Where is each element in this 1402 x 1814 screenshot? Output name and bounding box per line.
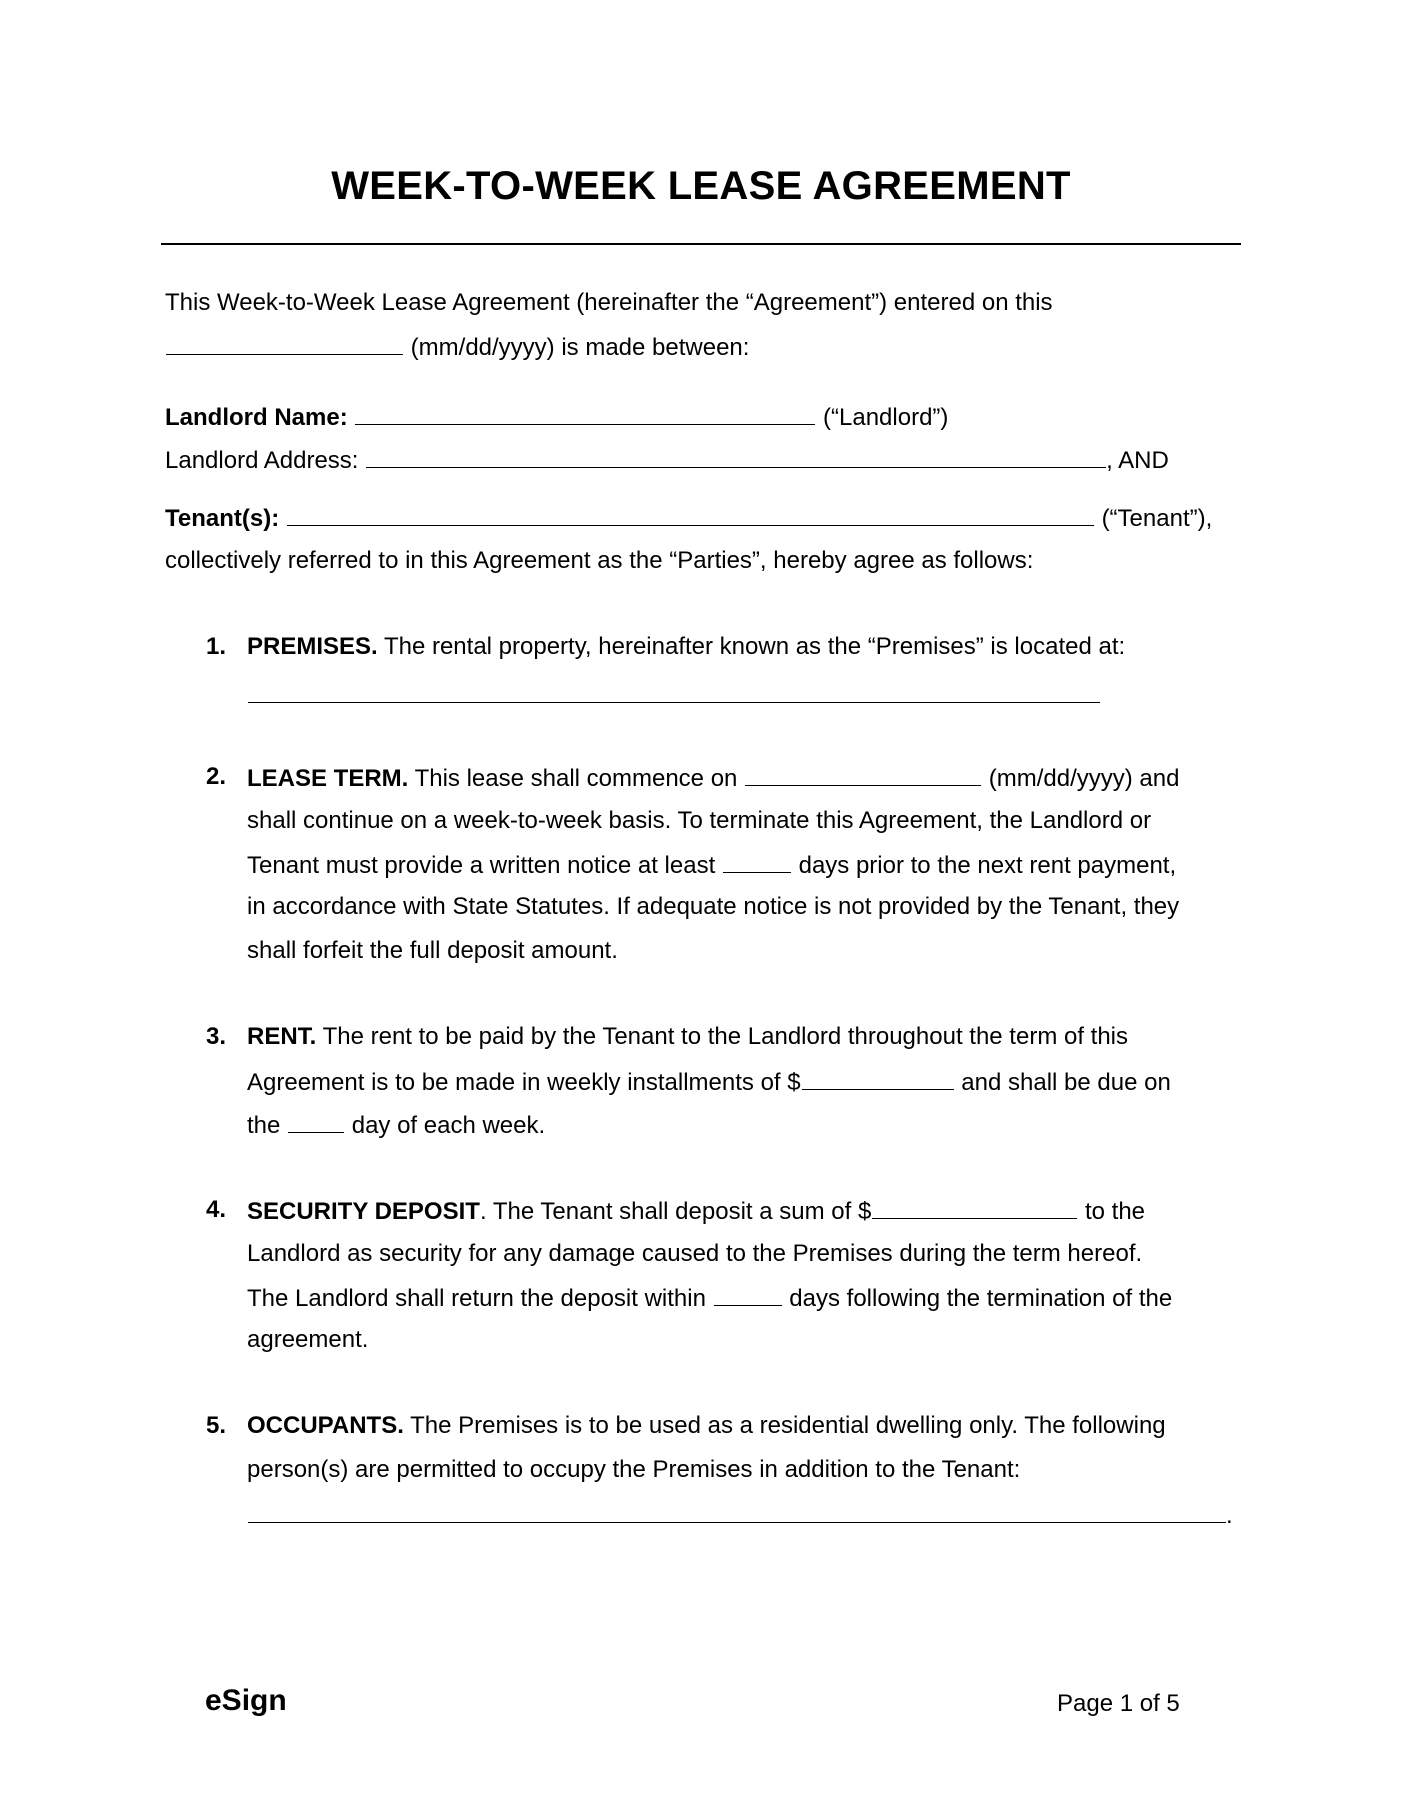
- section-2-heading: LEASE TERM.: [247, 765, 409, 792]
- landlord-name-label: Landlord Name:: [165, 404, 348, 431]
- intro-date-line: [165, 332, 749, 362]
- section-5-number: 5.: [206, 1412, 227, 1439]
- section-4-line-2: Landlord as security for any damage caused to the Premises during the term hereof.: [247, 1240, 1143, 1267]
- landlord-suffix: (“Landlord”): [823, 404, 949, 431]
- section-2-line-4: in accordance with State Statutes. If adequate notice is not provided by the Tenant, they: [247, 893, 1180, 920]
- section-3-line-2: Agreement is to be made in weekly installments of $ and shall be due on: [247, 1069, 1171, 1096]
- tenant-blank[interactable]: [287, 503, 1094, 526]
- landlord-address-suffix: , AND: [1106, 447, 1169, 474]
- section-1-line-1: PREMISES. The rental property, hereinafter known as the “Premises” is located at:: [247, 633, 1126, 660]
- landlord-address-line: [165, 445, 1169, 475]
- landlord-address-label: Landlord Address:: [165, 447, 359, 474]
- section-3-line-1: RENT. The rent to be paid by the Tenant to the Landlord throughout the term of this: [247, 1023, 1129, 1050]
- section-3-heading: RENT.: [247, 1023, 317, 1050]
- premises-address-blank[interactable]: [248, 680, 1100, 703]
- tenant-label: Tenant(s):: [165, 505, 280, 532]
- occupants-line: .: [247, 1500, 1233, 1530]
- section-3-number: 3.: [206, 1023, 227, 1050]
- section-2-line-5: shall forfeit the full deposit amount.: [247, 937, 618, 964]
- section-2-line-1: LEASE TERM. This lease shall commence on (mm/dd/yyyy) and: [247, 765, 1180, 792]
- tenant-suffix: (“Tenant”),: [1101, 505, 1213, 532]
- rent-due-day-blank[interactable]: [288, 1110, 344, 1133]
- section-2-line-2: shall continue on a week-to-week basis. To terminate this Agreement, the Landlord or: [247, 807, 1152, 834]
- section-4-line-3: The Landlord shall return the deposit within days following the termination of the: [247, 1285, 1173, 1312]
- section-4-heading: SECURITY DEPOSIT: [247, 1198, 480, 1225]
- section-5-line-1: OCCUPANTS. The Premises is to be used as a residential dwelling only. The following: [247, 1412, 1166, 1439]
- notice-days-blank[interactable]: [723, 850, 791, 873]
- document-title: WEEK-TO-WEEK LEASE AGREEMENT: [331, 164, 1071, 208]
- security-deposit-blank[interactable]: [872, 1196, 1077, 1219]
- page-number: Page 1 of 5: [1057, 1690, 1180, 1717]
- section-4-line-4: agreement.: [247, 1326, 369, 1353]
- intro-date-hint: (mm/dd/yyyy) is made between:: [410, 334, 750, 361]
- lease-start-date-blank[interactable]: [745, 763, 981, 786]
- section-4-line-1: SECURITY DEPOSIT. The Tenant shall deposit a sum of $ to the: [247, 1198, 1146, 1225]
- section-1-heading: PREMISES.: [247, 633, 378, 660]
- section-3-line-3: the day of each week.: [247, 1112, 546, 1139]
- collective-line: collectively referred to in this Agreement as the “Parties”, hereby agree as follows:: [165, 547, 1034, 574]
- tenant-line: [165, 503, 1212, 533]
- intro-line: This Week-to-Week Lease Agreement (hereinafter the “Agreement”) entered on this: [165, 289, 1053, 316]
- section-1-number: 1.: [206, 633, 227, 660]
- agreement-date-blank[interactable]: [166, 332, 403, 355]
- section-4-number: 4.: [206, 1196, 227, 1223]
- occupants-blank[interactable]: [248, 1500, 1226, 1523]
- section-2-number: 2.: [206, 763, 227, 790]
- esign-logo: eSign: [205, 1684, 287, 1717]
- weekly-rent-blank[interactable]: [802, 1067, 954, 1090]
- section-5-heading: OCCUPANTS.: [247, 1412, 404, 1439]
- deposit-return-days-blank[interactable]: [714, 1283, 782, 1306]
- section-5-line-2: person(s) are permitted to occupy the Premises in addition to the Tenant:: [247, 1456, 1021, 1483]
- title-divider: [161, 243, 1241, 245]
- landlord-name-blank[interactable]: [355, 402, 815, 425]
- landlord-address-blank[interactable]: [366, 445, 1106, 468]
- section-2-line-3: Tenant must provide a written notice at least days prior to the next rent payment,: [247, 852, 1177, 879]
- landlord-name-line: [165, 402, 948, 432]
- premises-address-line: [247, 680, 1101, 710]
